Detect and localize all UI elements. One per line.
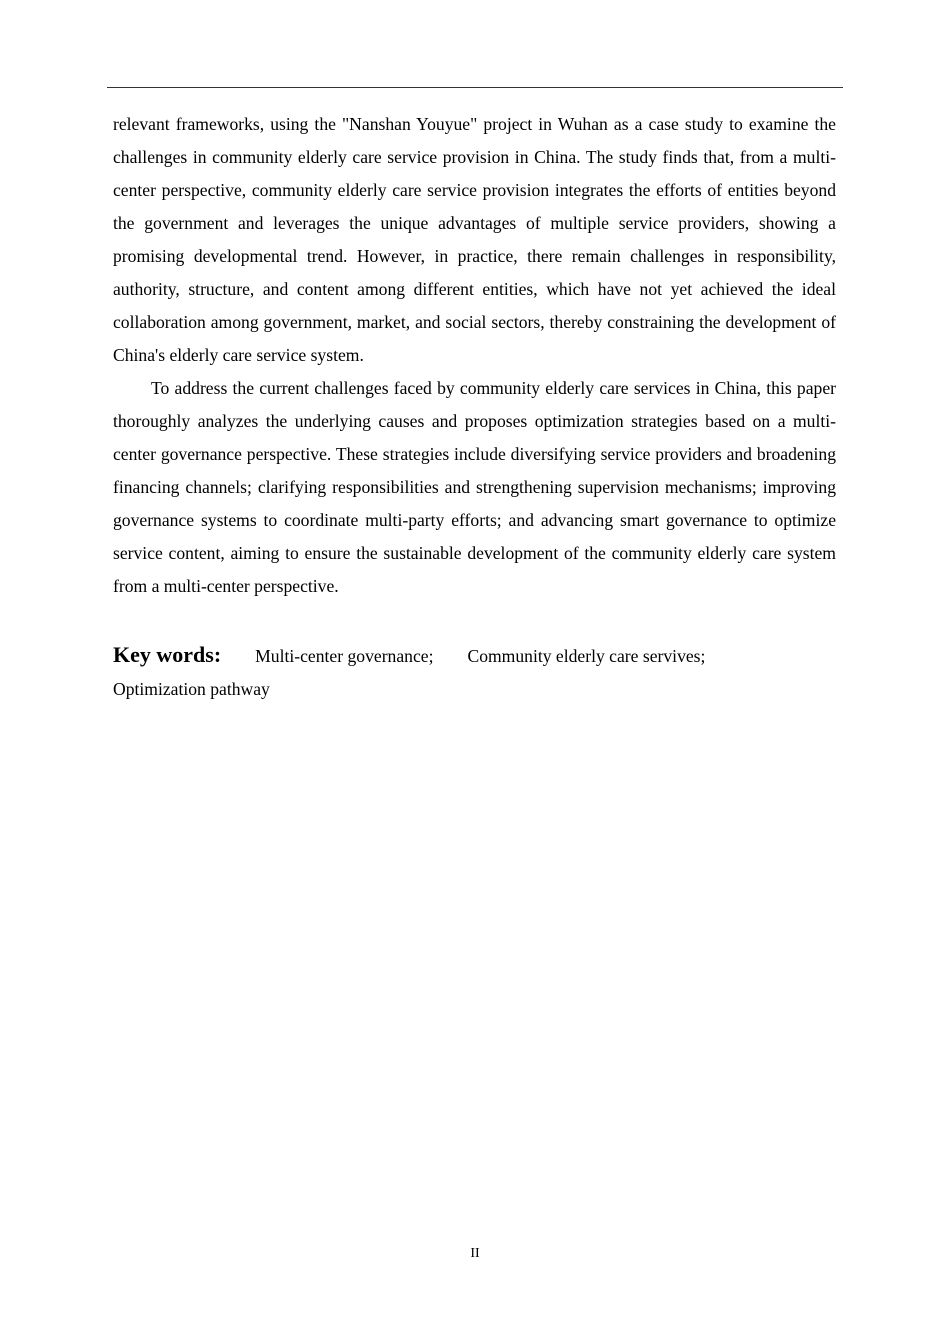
abstract-body (113, 108, 836, 603)
keywords-label: Key words: (113, 642, 222, 667)
keyword-item: Optimization pathway (113, 679, 270, 699)
keyword-item: Community elderly care servives; (467, 646, 706, 666)
keyword-item: Multi-center governance; (255, 646, 434, 666)
keywords-section (113, 638, 836, 706)
header-rule (107, 87, 843, 88)
abstract-paragraph: relevant frameworks, using the "Nanshan Youyue" project in Wuhan as a case study to examine the challenges in community elderly care service provision in China. The study finds that, from a multi-center perspective, community elderly care service provision integrates the efforts of entities beyond the government and leverages the unique advantages of multiple service providers, showing a promising developmental trend. However, in practice, there remain challenges in responsibility, authority, structure, and content among different entities, which have not yet achieved the ideal collaboration among government, market, and social sectors, thereby constraining the development of China's elderly care service system. (113, 114, 836, 365)
abstract-paragraph: To address the current challenges faced by community elderly care services in China, this paper thoroughly analyzes the underlying causes and proposes optimization strategies based on a multi-center governance perspective. These strategies include diversifying service providers and broadening financing channels; clarifying responsibilities and strengthening supervision mechanisms; improving governance systems to coordinate multi-party efforts; and advancing smart governance to optimize service content, aiming to ensure the sustainable development of the community elderly care system from a multi-center perspective. (113, 378, 836, 596)
page-number: II (470, 1246, 480, 1261)
